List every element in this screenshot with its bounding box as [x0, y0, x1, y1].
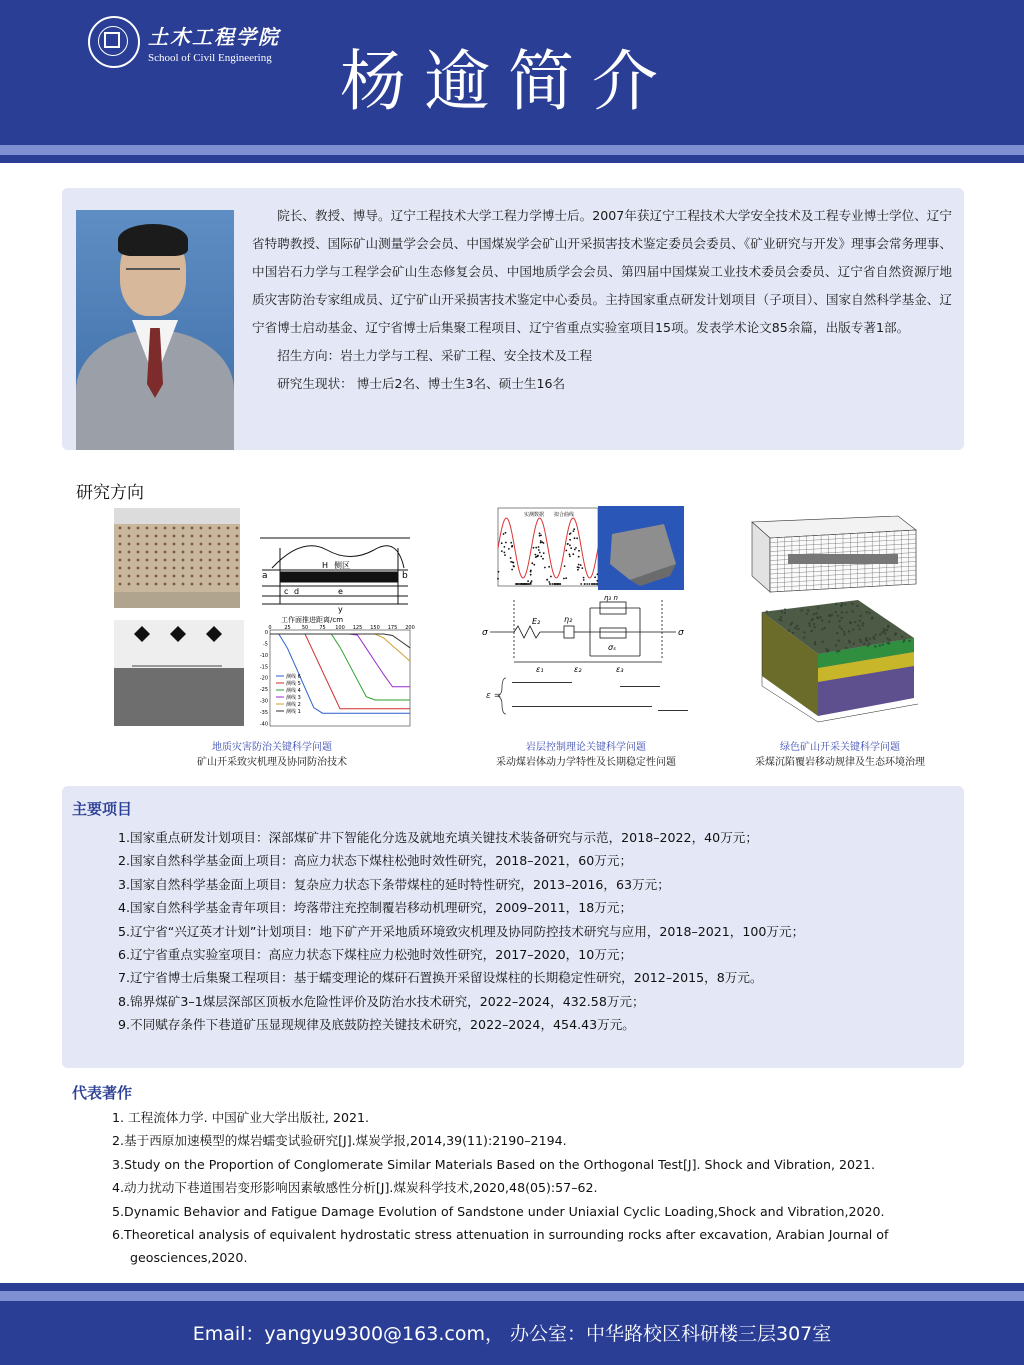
logo-english-name: School of Civil Engineering	[148, 51, 272, 64]
research-caption-3-subtitle: 采煤沉陷覆岩移动规律及生态环境治理	[755, 757, 925, 768]
fig2-eps3: ε₃	[616, 665, 624, 674]
footer-stripe-dark	[0, 1283, 1024, 1291]
project-item: 8.锦界煤矿3–1煤层深部区顶板水危险性评价及防治水技术研究，2022–2024，432.58万元；	[118, 993, 645, 1009]
fig2-legend-fit: 拟合曲线	[554, 512, 575, 518]
research-figure-1	[112, 508, 415, 730]
page-title: 杨逾简介	[340, 43, 676, 120]
fig1-chart-title: 工作面推进距离/cm	[280, 616, 344, 624]
schematic-label-b: b	[402, 571, 408, 581]
schematic-label-d: d	[294, 587, 300, 596]
fig1-legend-entry: 测线 6	[286, 674, 301, 680]
fig1-xtick: 125	[352, 625, 363, 631]
project-item: 2.国家自然科学基金面上项目：高应力状态下煤柱松弛时效性研究，2018–2021，60万元；	[118, 853, 633, 869]
student-status: 研究生现状： 博士后2名、博士生3名、硕士生16名	[277, 376, 566, 391]
project-item: 9.不同赋存条件下巷道矿压显现规律及底鼓防控关键技术研究，2022–2024，454.43万元。	[118, 1017, 635, 1033]
portrait-photo	[76, 210, 234, 436]
school-logo	[88, 16, 280, 68]
schematic-label-y: y	[338, 605, 343, 614]
projects-title: 主要项目	[72, 800, 133, 818]
project-item: 6.辽宁省重点实验室项目：高应力状态下煤柱应力松弛时效性研究，2017–2020，10万元；	[118, 947, 633, 963]
fig1-legend-entry: 测线 3	[286, 695, 301, 701]
research-caption-3	[740, 738, 940, 768]
fig2-eta2: η₂	[564, 615, 573, 624]
fig1-legend-entry: 测线 4	[286, 688, 301, 694]
research-figure-1-graphic	[112, 508, 415, 730]
bio-paragraph: 院长、教授、博导。辽宁工程技术大学工程力学博士后。2007年获辽宁工程技术大学安全技术及工程专业博士学位、辽宁省特聘教授、国际矿山测量学会会员、中国煤炭学会矿山开采损害技术鉴定委员会委员、《矿业研究与开发》理事会常务理事、中国岩石力学与工程学会矿山生态修复会员、中国地质学会会员、第四届中国煤炭工业技术委员会委员、辽宁省自然资源厅地质灾害防治专家组成员、辽宁矿山开采损害技术鉴定中心委员。主持国家重点研发计划项目（子项目）、国家自然科学基金、辽宁省博士启动基金、辽宁省博士后集聚工程项目、辽宁省重点实验室项目15项。发表学术论文85余篇，出版专著1部。	[252, 208, 952, 335]
header-banner	[0, 0, 1024, 145]
fig1-ytick: -5	[263, 641, 268, 648]
publication-item: 3.Study on the Proportion of Conglomerate Similar Materials Based on the Orthogonal Test[J]. Shock and Vibration, 2021.	[112, 1156, 876, 1172]
schematic-label-zone: 侧区	[334, 561, 350, 570]
project-item: 5.辽宁省“兴辽英才计划”计划项目：地下矿产开采地质环境致灾机理及协同防控技术研究与应用，2018–2021，100万元；	[118, 923, 805, 939]
research-caption-2-subtitle: 采动煤岩体动力学特性及长期稳定性问题	[496, 757, 676, 768]
projects-panel	[62, 786, 964, 1068]
fig2-e2: E₂	[532, 617, 541, 626]
school-seal-icon	[88, 16, 140, 68]
publication-item: 5.Dynamic Behavior and Fatigue Damage Evolution of Sandstone under Uniaxial Cyclic Loading,Shock and Vibration,2020.	[112, 1203, 885, 1219]
project-item: 1.国家重点研发计划项目：深部煤矿井下智能化分选及就地充填关键技术装备研究与示范，2018–2022，40万元；	[118, 830, 758, 845]
fig1-xtick: 50	[301, 625, 309, 631]
fig2-sigmas: σₛ	[608, 643, 617, 652]
fig1-xtick: 75	[319, 625, 326, 631]
enroll-direction: 招生方向：岩土力学与工程、采矿工程、安全技术及工程	[277, 348, 593, 363]
header-stripe-light	[0, 145, 1024, 155]
fig1-xtick: 100	[335, 625, 345, 631]
fig1-ytick: -40	[259, 721, 268, 728]
fig1-legend-entry: 测线 1	[286, 709, 301, 715]
fig2-eps2: ε₂	[574, 665, 582, 674]
svg-text:ε =: ε =	[486, 691, 502, 701]
fig2-legend-measured: 实测数据	[524, 512, 545, 518]
fig2-sigma-right: σ	[678, 628, 684, 638]
project-item: 4.国家自然科学基金青年项目：垮落带注充控制覆岩移动机理研究，2009–2011，18万元；	[118, 900, 633, 916]
fig1-xtick: 200	[405, 625, 415, 631]
schematic-label-a: a	[262, 571, 268, 581]
research-figure-2	[480, 504, 692, 734]
fig1-ytick: -10	[259, 652, 268, 659]
fig1-ytick: -20	[259, 675, 268, 682]
research-figure-3	[748, 508, 926, 734]
fig1-ytick: -15	[259, 664, 268, 671]
research-title: 研究方向	[76, 483, 144, 503]
intro-text	[252, 202, 952, 398]
fig1-legend-entry: 测线 5	[286, 681, 301, 687]
fig1-ytick: -30	[259, 698, 268, 705]
schematic-label-e: e	[338, 587, 343, 596]
research-caption-3-title: 绿色矿山开采关键科学问题	[780, 742, 900, 753]
research-caption-1-title: 地质灾害防治关键科学问题	[212, 742, 332, 753]
fig2-eta3: η₃ n	[604, 594, 618, 602]
schematic-label-h: H	[322, 561, 329, 570]
publications-list	[112, 1106, 932, 1270]
research-caption-1-subtitle: 矿山开采致灾机理及协同防治技术	[197, 757, 347, 768]
publication-item: 4.动力扰动下巷道围岩变形影响因素敏感性分析[J].煤炭科学技术,2020,48(05):57–62.	[112, 1180, 598, 1196]
fig1-ytick: -35	[259, 710, 268, 716]
intro-panel	[62, 188, 964, 450]
fig1-xtick: 150	[370, 625, 380, 631]
fig2-eps1: ε₁	[536, 665, 544, 674]
project-item: 7.辽宁省博士后集聚工程项目：基于蠕变理论的煤矸石置换开采留设煤柱的长期稳定性研究，2012–2015，8万元。	[118, 970, 763, 986]
publications-title: 代表著作	[72, 1084, 133, 1102]
publication-item: 2.基于西原加速模型的煤岩蠕变试验研究[J].煤炭学报,2014,39(11):2190–2194.	[112, 1133, 567, 1149]
projects-list	[118, 826, 948, 1037]
fig1-ytick: 0	[264, 630, 268, 636]
project-item: 3.国家自然科学基金面上项目：复杂应力状态下条带煤柱的延时特性研究，2013–2016，63万元；	[118, 876, 670, 892]
header-stripe-dark	[0, 155, 1024, 163]
research-figure-2-graphic	[480, 504, 692, 734]
logo-chinese-name: 土木工程学院	[148, 24, 280, 49]
schematic-label-c: c	[284, 587, 289, 596]
publication-item-continuation: geosciences,2020.	[130, 1250, 248, 1266]
footer-banner	[0, 1301, 1024, 1365]
fig1-series-line	[270, 634, 410, 648]
publication-item: 6.Theoretical analysis of equivalent hydrostatic stress attenuation in surrounding rocks after excavation, Arabian Journal of	[112, 1227, 889, 1243]
research-caption-1	[112, 738, 432, 768]
fig1-ytick: -25	[259, 687, 268, 694]
fig1-xtick: 25	[284, 625, 291, 631]
fig1-xtick: 175	[387, 625, 398, 631]
footer-stripe-light	[0, 1291, 1024, 1301]
contact-info: Email：yangyu9300@163.com， 办公室：中华路校区科研楼三层307室	[192, 1323, 832, 1345]
fig1-xtick: 0	[268, 625, 272, 631]
research-caption-2	[474, 738, 698, 768]
fig2-sigma-left: σ	[482, 628, 488, 638]
research-figure-3-graphic	[748, 508, 926, 734]
fig1-legend-entry: 测线 2	[286, 702, 301, 708]
publication-item: 1. 工程流体力学. 中国矿业大学出版社, 2021.	[112, 1110, 369, 1125]
research-caption-2-title: 岩层控制理论关键科学问题	[526, 742, 646, 753]
